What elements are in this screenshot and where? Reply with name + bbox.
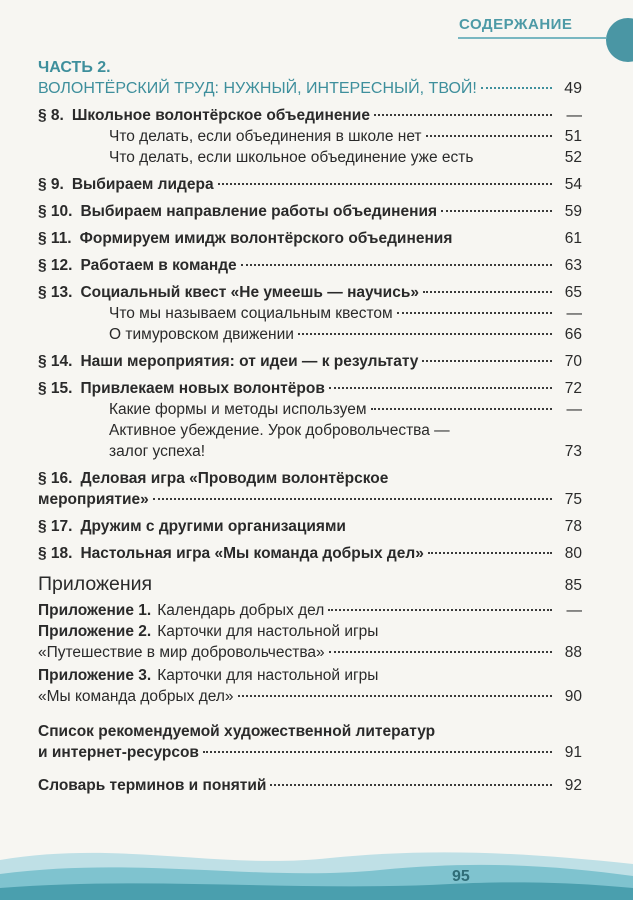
leader-dots xyxy=(203,751,552,753)
page-number: 52 xyxy=(564,149,582,166)
subentry-title: Что мы называем социальным квестом xyxy=(109,305,393,322)
leader-dots xyxy=(371,408,552,410)
glossary-entry[interactable] xyxy=(38,775,582,796)
appendix-2-line2[interactable] xyxy=(38,642,582,663)
toc-entry-13[interactable] xyxy=(38,282,582,303)
appendix-title-cont: «Путешествие в мир добровольчества» xyxy=(38,644,325,661)
leader-dots xyxy=(481,87,552,89)
leader-dots xyxy=(329,387,552,389)
section-header: СОДЕРЖАНИЕ xyxy=(459,16,573,33)
leader-dots xyxy=(422,360,552,362)
toc-entry-10[interactable] xyxy=(38,201,582,222)
appendix-label: Приложение 2. xyxy=(38,623,152,640)
leader-dots xyxy=(374,114,552,116)
page-number: 90 xyxy=(564,688,582,705)
appendix-1[interactable] xyxy=(38,600,582,621)
page-number: 80 xyxy=(564,545,582,562)
toc-subentry[interactable] xyxy=(38,147,582,168)
literature-line2[interactable] xyxy=(38,742,582,763)
page-number: 91 xyxy=(564,744,582,761)
entry-title: Деловая игра «Проводим волонтёрское xyxy=(80,470,389,487)
page-number: 92 xyxy=(564,777,582,794)
entry-title: Формируем имидж волонтёрского объединения xyxy=(79,230,453,247)
page-number: 63 xyxy=(564,257,582,274)
toc-entry-16-line2[interactable] xyxy=(38,489,582,510)
part-label: ЧАСТЬ 2. xyxy=(38,59,111,76)
subentry-title: Какие формы и методы используем xyxy=(109,401,367,418)
page-number: — xyxy=(566,107,582,124)
toc-subentry[interactable] xyxy=(38,324,582,345)
page-number: 66 xyxy=(564,326,582,343)
entry-number: § 15. xyxy=(38,380,73,397)
page-number: 61 xyxy=(564,230,582,247)
appendix-3-line2[interactable] xyxy=(38,686,582,707)
toc-subentry[interactable] xyxy=(38,303,582,324)
literature-line1[interactable]: Список рекомендуемой художественной литератур xyxy=(38,723,436,740)
entry-title: Социальный квест «Не умеешь — научись» xyxy=(80,284,419,301)
subentry-title: Что делать, если школьное объединение уже есть xyxy=(109,149,474,166)
entry-title: Настольная игра «Мы команда добрых дел» xyxy=(80,545,424,562)
page-number: — xyxy=(566,305,582,322)
appendix-label: Приложение 1. xyxy=(38,602,152,619)
toc-entry-12[interactable] xyxy=(38,255,582,276)
leader-dots xyxy=(329,651,552,653)
appendix-title: Карточки для настольной игры xyxy=(157,623,379,640)
page-number: 54 xyxy=(564,176,582,193)
toc-entry-9[interactable] xyxy=(38,174,582,195)
entry-title: Дружим с другими организациями xyxy=(80,518,346,535)
page-number-footer: 95 xyxy=(452,868,470,885)
appendix-title: Календарь добрых дел xyxy=(157,602,325,619)
toc-entry-8[interactable] xyxy=(38,105,582,126)
appendix-title: Карточки для настольной игры xyxy=(157,667,379,684)
leader-dots xyxy=(298,333,552,335)
footer-wave xyxy=(0,830,633,900)
page-number: — xyxy=(566,602,582,619)
entry-title: Выбираем направление работы объединения xyxy=(80,203,438,220)
appendices-heading-row[interactable] xyxy=(38,572,582,598)
page-number: 59 xyxy=(564,203,582,220)
entry-number: § 17. xyxy=(38,518,73,535)
toc-subentry[interactable] xyxy=(38,399,582,420)
leader-dots xyxy=(328,609,552,611)
page-number: 51 xyxy=(564,128,582,145)
page-number: 65 xyxy=(564,284,582,301)
entry-number: § 18. xyxy=(38,545,73,562)
part-title-row[interactable] xyxy=(38,78,582,99)
leader-dots xyxy=(423,291,552,293)
entry-number: § 10. xyxy=(38,203,73,220)
page-number: — xyxy=(566,401,582,418)
leader-dots xyxy=(153,498,552,500)
toc-subentry-wrapped-line1[interactable]: Активное убеждение. Урок добровольчества — xyxy=(109,422,450,439)
leader-dots xyxy=(426,135,552,137)
leader-dots xyxy=(270,784,552,786)
toc-entry-16-line1[interactable] xyxy=(38,468,582,489)
page-number: 78 xyxy=(564,518,582,535)
page-number: 72 xyxy=(564,380,582,397)
entry-number: § 12. xyxy=(38,257,73,274)
leader-dots xyxy=(441,210,552,212)
appendix-3-line1[interactable] xyxy=(38,665,582,686)
entry-number: § 11. xyxy=(38,230,72,247)
appendix-title-cont: «Мы команда добрых дел» xyxy=(38,688,234,705)
literature-title-cont: и интернет-ресурсов xyxy=(38,744,199,761)
entry-title: Привлекаем новых волонтёров xyxy=(80,380,325,397)
toc-entry-18[interactable] xyxy=(38,543,582,564)
toc-entry-11[interactable] xyxy=(38,228,582,249)
toc-entry-15[interactable] xyxy=(38,378,582,399)
entry-number: § 14. xyxy=(38,353,73,370)
entry-number: § 13. xyxy=(38,284,73,301)
page-number: 88 xyxy=(564,644,582,661)
subentry-title: залог успеха! xyxy=(109,443,206,460)
toc-subentry[interactable] xyxy=(38,126,582,147)
toc-entry-14[interactable] xyxy=(38,351,582,372)
page-number: 70 xyxy=(564,353,582,370)
leader-dots xyxy=(218,183,552,185)
subentry-title: Что делать, если объединения в школе нет xyxy=(109,128,422,145)
entry-title: Выбираем лидера xyxy=(71,176,214,193)
page-number: 73 xyxy=(564,443,582,460)
glossary-title: Словарь терминов и понятий xyxy=(38,777,267,794)
page-number: 49 xyxy=(564,80,582,97)
appendix-2-line1[interactable] xyxy=(38,621,582,642)
leader-dots xyxy=(428,552,552,554)
subentry-title: О тимуровском движении xyxy=(109,326,294,343)
toc-subentry-wrapped-line2[interactable] xyxy=(38,441,582,462)
page-number: 75 xyxy=(564,491,582,508)
appendix-label: Приложение 3. xyxy=(38,667,152,684)
entry-number: § 8. xyxy=(38,107,64,124)
toc-entry-17[interactable] xyxy=(38,516,582,537)
appendices-heading: Приложения xyxy=(38,573,153,595)
table-of-contents xyxy=(38,58,582,796)
leader-dots xyxy=(238,695,552,697)
page-number: 85 xyxy=(564,577,582,594)
leader-dots xyxy=(241,264,552,266)
part-title: ВОЛОНТЁРСКИЙ ТРУД: НУЖНЫЙ, ИНТЕРЕСНЫЙ, ТВОЙ! xyxy=(38,80,477,97)
leader-dots xyxy=(397,312,552,314)
entry-title: Работаем в команде xyxy=(80,257,237,274)
entry-title: Наши мероприятия: от идеи — к результату xyxy=(80,353,419,370)
entry-title: Школьное волонтёрское объединение xyxy=(71,107,370,124)
entry-number: § 9. xyxy=(38,176,64,193)
header-tab-marker xyxy=(606,18,633,62)
entry-title: мероприятие» xyxy=(38,491,149,508)
entry-number: § 16. xyxy=(38,470,73,487)
header-rule xyxy=(458,37,606,39)
